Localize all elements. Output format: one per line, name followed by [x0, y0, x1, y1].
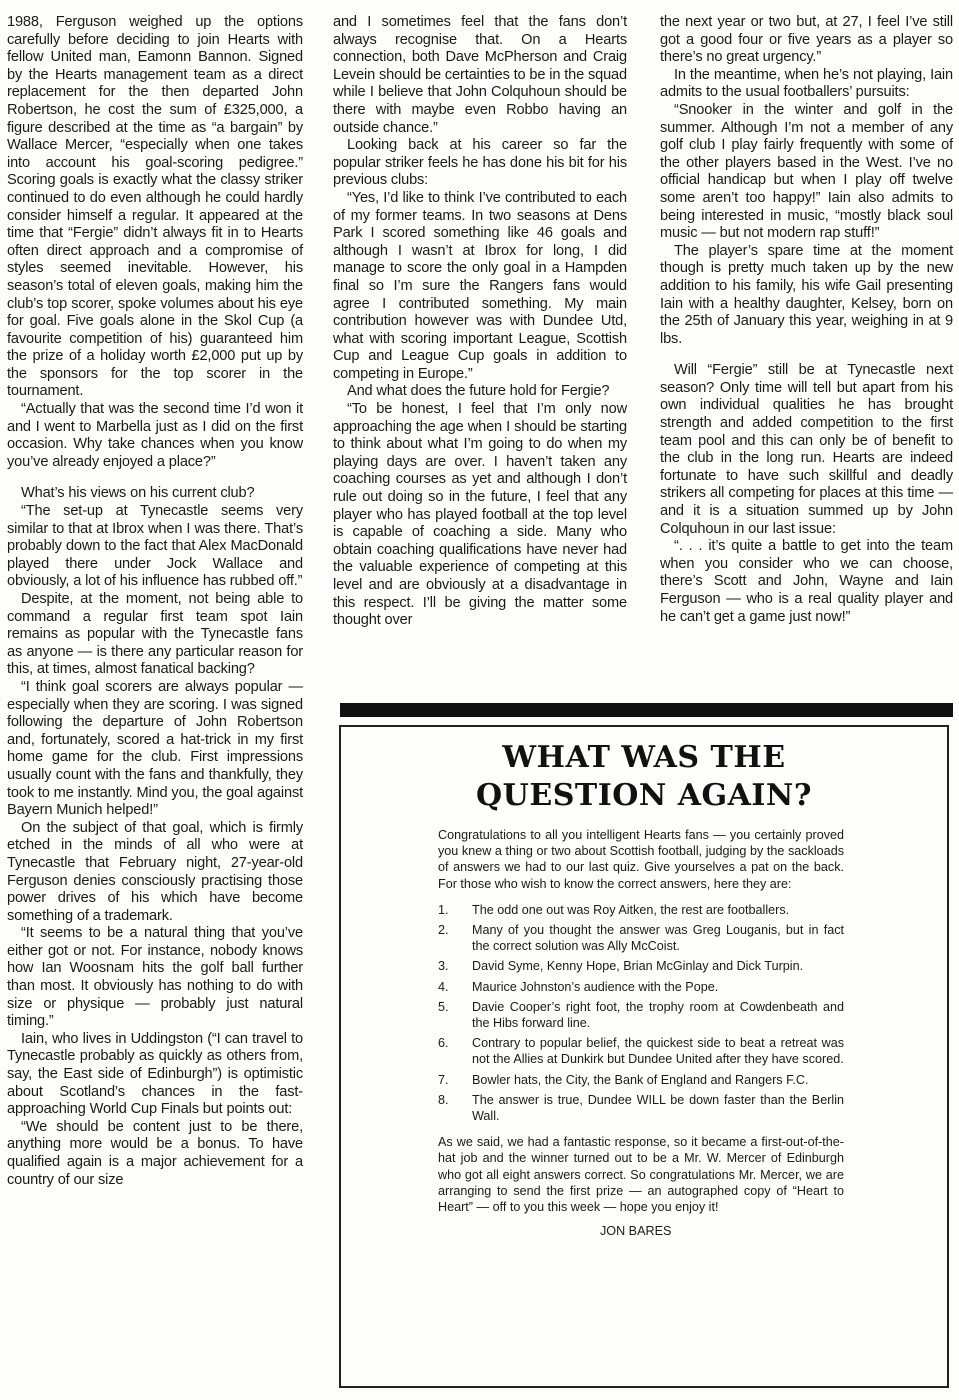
article-column-1	[7, 14, 303, 1189]
answer-number: 4.	[438, 979, 449, 994]
quiz-answer	[438, 979, 844, 995]
answer-number: 2.	[438, 923, 449, 938]
paragraph: The player’s spare time at the moment though is pretty much taken up by the new addition to his family, his wife Gail presenting Iain with a healthy daughter, Kelsey, born on the 25th of January this year, weighing in at 9 lbs.	[660, 242, 953, 347]
paragraph: And what does the future hold for Fergie?	[347, 383, 610, 400]
paragraph: “It seems to be a natural thing that you’ve either got or not. For instance, nobody knows how Ian Woosnam hits the golf ball further than most. It obviously has nothing to do with size or physique — probably just natural timing.”	[7, 925, 303, 1030]
paragraph: “Snooker in the winter and golf in the summer. Although I’m not a member of any golf club I play fairly frequently with some of the other players based in the West. I’ve no official handicap but when I play off twelve some aren’t too happy!” Iain also admits to being interested in music, “mostly black soul music — but not modern rap stuff!”	[660, 101, 953, 242]
quiz-answer	[438, 1092, 844, 1124]
paragraph: “The set-up at Tynecastle seems very similar to that at Ibrox when I was there. That’s probably down to the fact that Alex MacDonald played there under Jock Wallace and obviously, a lot of his influence has rubbed off.”	[7, 503, 303, 590]
answer-number: 5.	[438, 999, 449, 1014]
answer-text: David Syme, Kenny Hope, Brian McGinlay and Dick Turpin.	[472, 959, 804, 974]
paragraph: “Yes, I’d like to think I’ve contributed to each of my former teams. In two seasons at Dens Park I scored something like 46 goals and although I wasn’t at Ibrox for long, I did manage to score the only goal in a Hampden final so I’m sure the Rangers fans would agree I contributed something. My main contribution however was with Dundee Utd, what with scoring important League, Scottish Cup and League Cup goals in addition to competing in Europe.”	[333, 189, 627, 382]
paragraph: the next year or two but, at 27, I feel I’ve still got a good four or five years as a player so there’s no great urgency.”	[660, 14, 953, 66]
quiz-title-line-1: WHAT WAS THE	[502, 740, 786, 775]
article-column-3	[660, 14, 953, 704]
answer-number: 8.	[438, 1092, 449, 1107]
paragraph: “To be honest, I feel that I’m only now approaching the age when I should be starting to think about what I’m going to do when my playing days are over. I haven’t taken any coaching courses as yet and although I don’t rule out doing so in the future, I feel that any player who has played football at the top level is capable of coaching a side. Many who obtain coaching qualifications have never had the valuable experience of competing at this level and are obviously at a disadvantage in this respect. I’ll be giving the matter some thought over	[333, 401, 627, 629]
answer-text: Many of you thought the answer was Greg Louganis, but in fact the correct solution was Ally McCoist.	[472, 923, 844, 954]
paragraph: and I sometimes feel that the fans don’t always recognise that. On a Hearts connection, both Dave McPherson and Craig Levein should be certainties to be in the squad while I believe that John Colquhoun should be there with maybe even Robbo having an outside chance.”	[333, 14, 627, 136]
quiz-title-line-2: QUESTION AGAIN?	[476, 778, 812, 813]
quiz-answer-list	[438, 902, 844, 1124]
paragraph: “. . . it’s quite a battle to get into the team when you consider who we can choose, there’s Scott and John, Wayne and Iain Ferguson — who is a real quality player and he can’t get a game just now!”	[660, 538, 953, 625]
paragraph: In the meantime, when he’s not playing, Iain admits to the usual footballers’ pursuits:	[660, 66, 953, 101]
paragraph: 1988, Ferguson weighed up the options carefully before deciding to join Hearts with fellow United man, Eamonn Bannon. Signed by the Hearts management team as a direct replacement for the then departed John Robertson, he cost the sum of £325,000, a figure described at the time as “a bargain” by Wallace Mercer, “especially when one takes into account his goal-scoring pedigree.” Scoring goals is exactly what the classy striker continued to do even although he could hardly consider himself a regular. It appeared at the time that “Fergie” didn’t always fit in to Hearts often direct approach and a compromise of styles seemed inevitable. However, his season’s total of eleven goals, making him the club’s top scorer, spoke volumes about his eye for goal. Five goals alone in the Skol Cup (a favourite competition of his) guaranteed him the prize of a holiday worth £2,000 put up by the sponsors for the top scorer in the tournament.	[7, 14, 303, 400]
answer-number: 3.	[438, 959, 449, 974]
quiz-answer	[438, 922, 844, 954]
paragraph: On the subject of that goal, which is firmly etched in the minds of all who were at Tynecastle that February night, 27-year-old Ferguson denies consciously practising those power drives of his which have become something of a trademark.	[7, 819, 303, 924]
quiz-title	[341, 739, 947, 815]
quiz-answer	[438, 902, 844, 918]
paragraph: Despite, at the moment, not being able to command a regular first team spot Iain remains as popular with the Tynecastle fans as anyone — is there any particular reason for this, at times, almost fanatical backing?	[7, 591, 303, 678]
paragraph: What’s his views on his current club?	[21, 485, 255, 502]
paragraph: Iain, who lives in Uddingston (“I can travel to Tynecastle probably as quickly as others from, say, the East side of Edinburgh”) is optimistic about Scotland’s chances in the fast-approaching World Cup Finals but points out:	[7, 1030, 303, 1118]
quiz-answer	[438, 1072, 844, 1088]
answer-number: 7.	[438, 1072, 449, 1087]
quiz-box	[339, 725, 949, 1388]
answer-text: Contrary to popular belief, the quickest side to beat a retreat was not the Allies at Dunkirk but Dundee United after they have scored.	[472, 1036, 844, 1067]
answer-text: Maurice Johnston’s audience with the Pope.	[472, 979, 719, 994]
quiz-outro: As we said, we had a fantastic response, so it became a first-out-of-the-hat job and the winner turned out to be a Mr. W. Mercer of Edinburgh who got all eight answers correct. So congratulations Mr. Mercer, we are arranging to send the first prize — an autographed copy of “Heart to Heart” — off to you this week — hope you enjoy it!	[438, 1135, 844, 1215]
paragraph: Looking back at his career so far the popular striker feels he has done his bit for his previous clubs:	[333, 137, 627, 189]
paragraph: Will “Fergie” still be at Tynecastle next season? Only time will tell but apart from his own individual qualities he has brought strength and added competition to the first team pool and this can only be of benefit to the club in the long run. Hearts are indeed fortunate to have such skillful and deadly strikers all competing for places at this time — and it is a situation summed up by John Colquhoun in our last issue:	[660, 362, 953, 537]
paragraph: “We should be content just to be there, anything more would be a bonus. To have qualified again is a major achievement for a country of our size	[7, 1118, 303, 1188]
article-column-2	[333, 14, 627, 630]
answer-text: Davie Cooper’s right foot, the trophy room at Cowdenbeath and the Hibs forward line.	[472, 999, 844, 1031]
quiz-answer	[438, 1035, 844, 1067]
quiz-answer	[438, 999, 844, 1031]
paragraph: “Actually that was the second time I’d won it and I went to Marbella just as I did on the first occasion. Why take chances when you know you’ve already enjoyed a place?”	[7, 401, 303, 470]
quiz-body	[438, 827, 844, 1239]
answer-number: 1.	[438, 902, 449, 917]
quiz-answer	[438, 958, 844, 974]
answer-text: The odd one out was Roy Aitken, the rest are footballers.	[472, 902, 790, 917]
answer-number: 6.	[438, 1036, 449, 1051]
answer-text: The answer is true, Dundee WILL be down faster than the Berlin Wall.	[472, 1092, 844, 1124]
section-divider	[340, 703, 953, 717]
answer-text: Bowler hats, the City, the Bank of England and Rangers F.C.	[472, 1072, 809, 1087]
quiz-intro: Congratulations to all you intelligent Hearts fans — you certainly proved you knew a thing or two about Scottish football, judging by the sackloads of answers we had to our last quiz. Give yourselves a pat on the back. For those who wish to know the correct answers, here they are:	[438, 828, 844, 891]
paragraph: “I think goal scorers are always popular — especially when they are scoring. I was signed following the departure of John Robertson and, fortunately, scored a hat-trick in my first home game for the club. First impressions usually count with the fans and thankfully, they took to me instantly. Mind you, the goal against Bayern Munich helped!”	[7, 678, 303, 819]
quiz-author: JON BARES	[600, 1224, 672, 1239]
